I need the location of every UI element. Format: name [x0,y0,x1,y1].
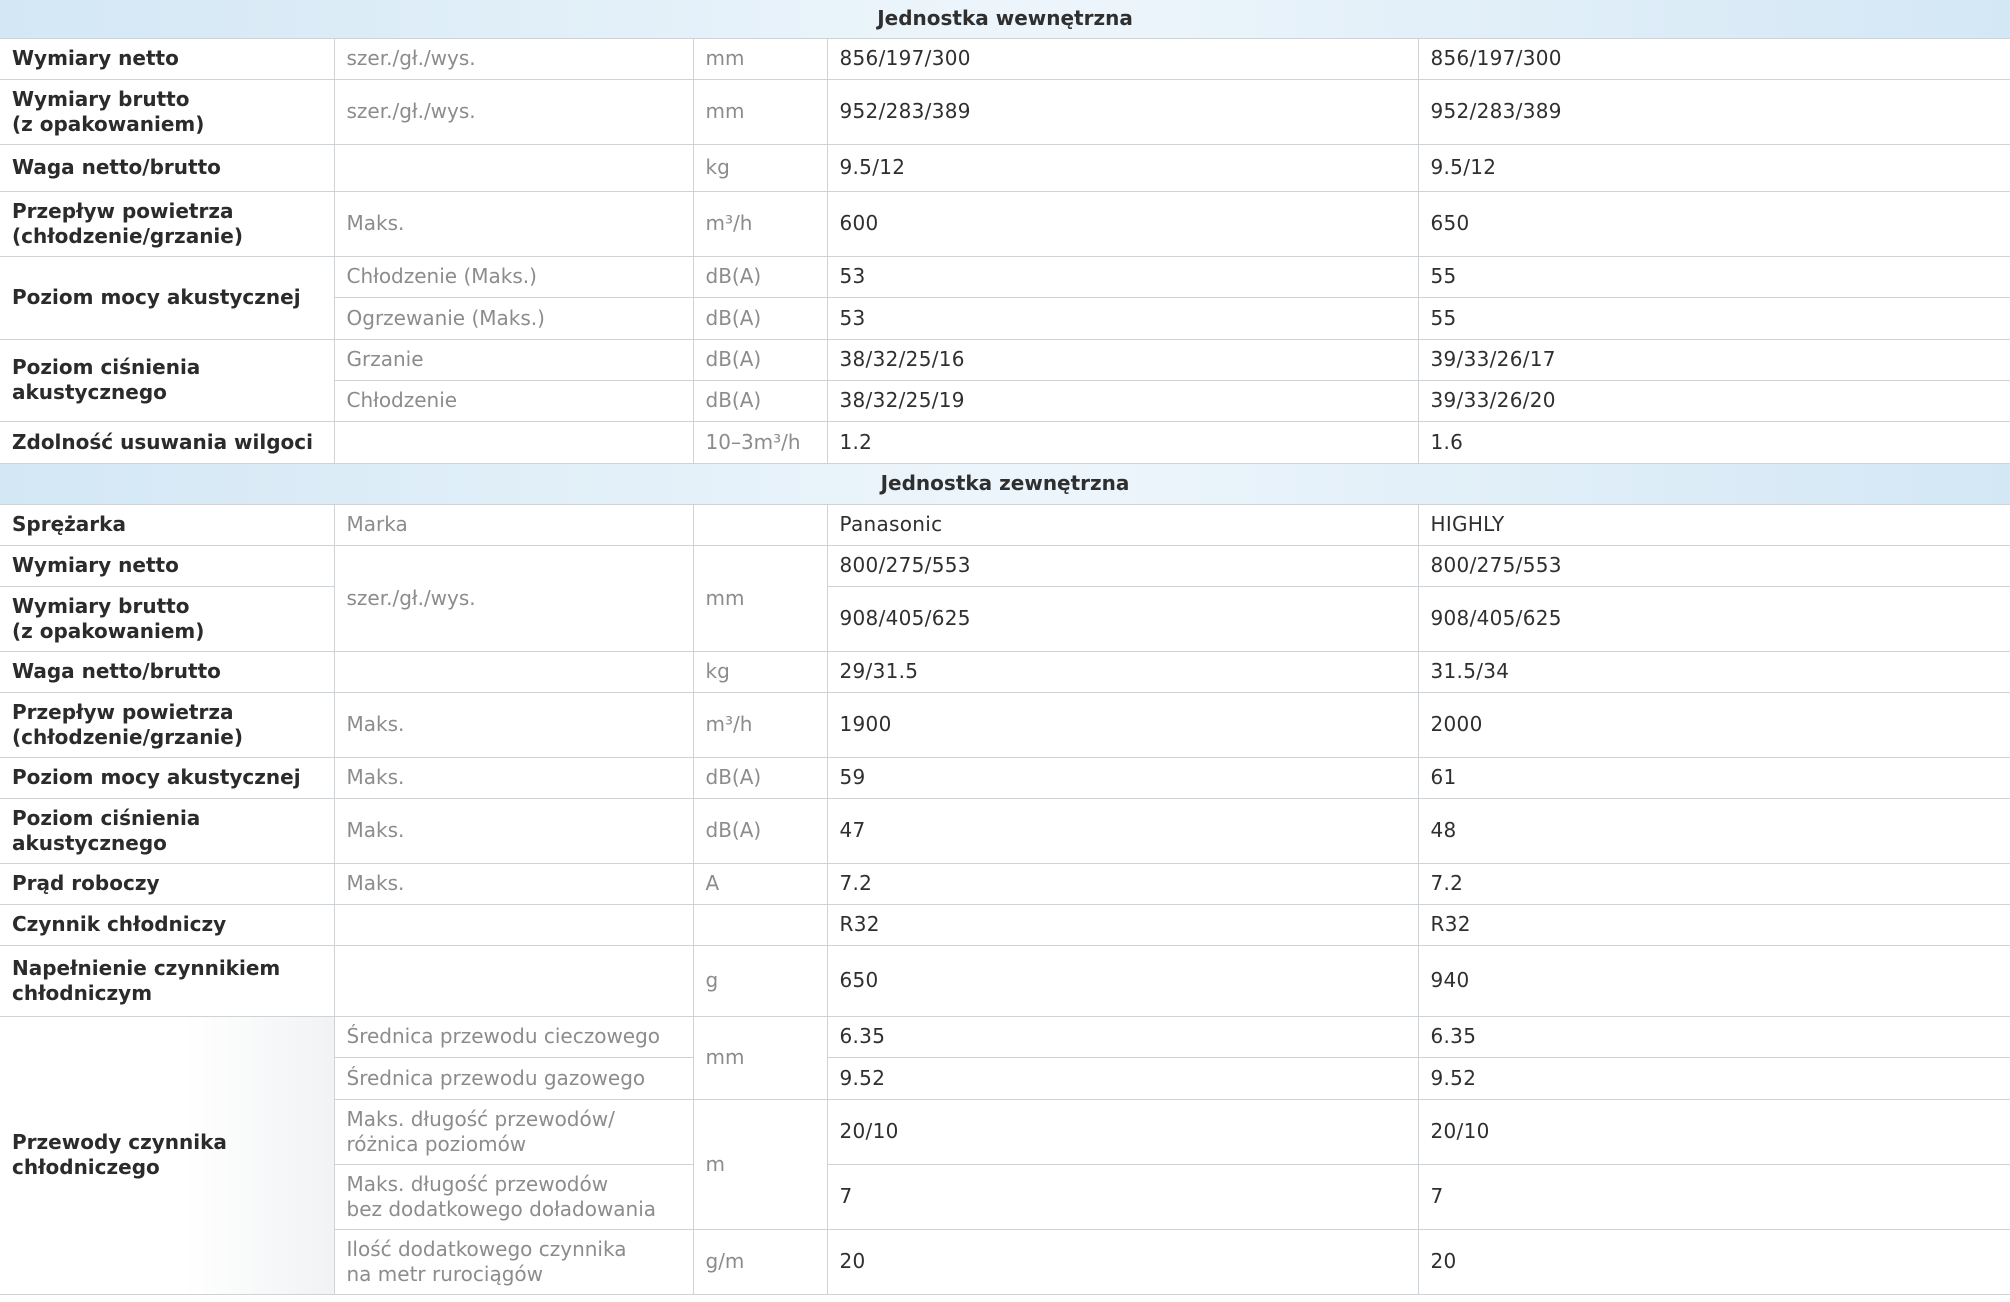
row-label [0,586,334,651]
value-model-2: 7.2 [1418,863,2010,904]
value-model-2: 7 [1418,1164,2010,1229]
table-row [0,651,2010,692]
row-subtype: Maks. [334,757,693,798]
value-model-1: 650 [827,945,1418,1016]
value-model-2: R32 [1418,904,2010,945]
row-unit: mm [693,38,827,79]
row-label-line1: Wymiary brutto [12,86,190,111]
row-subtype: Ogrzewanie (Maks.) [334,297,693,339]
row-unit: m³/h [693,692,827,757]
row-subtype: szer./gł./wys. [334,545,693,651]
row-label: Waga netto/brutto [0,651,334,692]
table-row [0,904,2010,945]
row-subtype-line1: Ilość dodatkowego czynnika [346,1236,627,1261]
row-subtype-line1: Maks. długość przewodów/ [346,1106,615,1131]
row-label-line1: Poziom ciśnienia [12,805,201,830]
row-label-line1: Wymiary brutto [12,593,190,618]
row-label-line1: Poziom ciśnienia [12,355,201,379]
table-row [0,863,2010,904]
value-model-2: 31.5/34 [1418,651,2010,692]
row-subtype: Chłodzenie [334,380,693,421]
value-model-2: 9.5/12 [1418,144,2010,191]
table-row [0,692,2010,757]
row-label: Poziom mocy akustycznej [0,256,334,339]
row-label: Wymiary netto [0,545,334,586]
value-model-1: 7.2 [827,863,1418,904]
value-model-2: 2000 [1418,692,2010,757]
value-model-2: 39/33/26/17 [1418,339,2010,380]
value-model-1: 600 [827,191,1418,256]
row-subtype: Maks. [334,692,693,757]
value-model-1: 20/10 [827,1099,1418,1164]
value-model-1: 6.35 [827,1016,1418,1057]
value-model-1: 7 [827,1164,1418,1229]
value-model-2: HIGHLY [1418,504,2010,545]
row-unit: dB(A) [693,757,827,798]
row-unit: dB(A) [693,256,827,297]
row-unit: m³/h [693,191,827,256]
row-subtype [334,421,693,463]
row-subtype: Grzanie [334,339,693,380]
table-row [0,586,2010,651]
table-row [0,545,2010,586]
value-model-2: 39/33/26/20 [1418,380,2010,421]
table-row [0,191,2010,256]
row-label-line1: Przewody czynnika [12,1130,227,1154]
row-subtype: Maks. [334,863,693,904]
row-label-line2: (chłodzenie/grzanie) [12,724,243,749]
table-row [0,504,2010,545]
row-label [0,945,334,1016]
row-unit: kg [693,651,827,692]
value-model-1: 53 [827,256,1418,297]
value-model-1: 800/275/553 [827,545,1418,586]
row-unit [693,904,827,945]
value-model-2: 55 [1418,256,2010,297]
table-row [0,798,2010,863]
row-label: Waga netto/brutto [0,144,334,191]
row-unit: kg [693,144,827,191]
row-subtype-line2: bez dodatkowego doładowania [346,1196,657,1221]
row-subtype: Średnica przewodu gazowego [334,1057,693,1099]
value-model-1: 908/405/625 [827,586,1418,651]
row-unit: mm [693,79,827,144]
section-title-indoor: Jednostka wewnętrzna [0,0,2010,38]
row-label-line2: akustycznego [12,380,167,404]
row-unit: dB(A) [693,339,827,380]
row-subtype [334,144,693,191]
row-unit: mm [693,545,827,651]
row-subtype-line1: Maks. długość przewodów [346,1171,609,1196]
value-model-1: 9.52 [827,1057,1418,1099]
row-label: Wymiary netto [0,38,334,79]
value-model-1: 47 [827,798,1418,863]
row-label: Prąd roboczy [0,863,334,904]
table-row [0,757,2010,798]
row-label: Sprężarka [0,504,334,545]
value-model-1: 856/197/300 [827,38,1418,79]
row-subtype-line2: różnica poziomów [346,1131,527,1156]
table-row [0,38,2010,79]
row-unit: 10–3m³/h [693,421,827,463]
value-model-2: 9.52 [1418,1057,2010,1099]
row-subtype [334,1229,693,1294]
row-label-line2: chłodniczego [12,1155,160,1179]
table-row [0,339,2010,380]
section-header-outdoor [0,463,2010,504]
row-unit: dB(A) [693,798,827,863]
row-label: Czynnik chłodniczy [0,904,334,945]
row-label-line1: Przepływ powietrza [12,699,234,724]
value-model-2: 908/405/625 [1418,586,2010,651]
table-row [0,144,2010,191]
value-model-2: 20 [1418,1229,2010,1294]
row-label [0,79,334,144]
row-unit: g/m [693,1229,827,1294]
table-row [0,945,2010,1016]
value-model-1: 1.2 [827,421,1418,463]
row-label-line2: chłodniczym [12,980,153,1005]
value-model-2: 650 [1418,191,2010,256]
table-row [0,79,2010,144]
value-model-1: 9.5/12 [827,144,1418,191]
row-label [0,1016,334,1294]
value-model-2: 940 [1418,945,2010,1016]
row-label-line2: (z opakowaniem) [12,111,205,136]
value-model-2: 1.6 [1418,421,2010,463]
row-unit: dB(A) [693,380,827,421]
value-model-2: 800/275/553 [1418,545,2010,586]
value-model-2: 20/10 [1418,1099,2010,1164]
value-model-1: R32 [827,904,1418,945]
row-subtype: Średnica przewodu cieczowego [334,1016,693,1057]
value-model-2: 952/283/389 [1418,79,2010,144]
row-subtype: Maks. [334,191,693,256]
section-title-outdoor: Jednostka zewnętrzna [0,463,2010,504]
row-subtype [334,651,693,692]
row-label [0,339,334,421]
value-model-1: 29/31.5 [827,651,1418,692]
row-label-line2: (chłodzenie/grzanie) [12,223,243,248]
value-model-2: 6.35 [1418,1016,2010,1057]
row-unit: m [693,1099,827,1229]
row-subtype [334,1164,693,1229]
table-row [0,256,2010,297]
value-model-1: 952/283/389 [827,79,1418,144]
row-unit: A [693,863,827,904]
section-header-indoor [0,0,2010,38]
value-model-1: 59 [827,757,1418,798]
value-model-2: 55 [1418,297,2010,339]
row-subtype [334,1099,693,1164]
value-model-2: 61 [1418,757,2010,798]
value-model-2: 48 [1418,798,2010,863]
row-subtype: szer./gł./wys. [334,79,693,144]
value-model-1: 1900 [827,692,1418,757]
row-label-line1: Napełnienie czynnikiem [12,955,281,980]
row-subtype: Marka [334,504,693,545]
row-subtype [334,945,693,1016]
value-model-1: 38/32/25/19 [827,380,1418,421]
value-model-1: 53 [827,297,1418,339]
row-label [0,191,334,256]
table-row [0,421,2010,463]
value-model-1: Panasonic [827,504,1418,545]
row-label [0,798,334,863]
row-subtype: Maks. [334,798,693,863]
row-label: Zdolność usuwania wilgoci [0,421,334,463]
row-label-line1: Przepływ powietrza [12,198,234,223]
row-subtype: szer./gł./wys. [334,38,693,79]
row-unit: g [693,945,827,1016]
row-unit: mm [693,1016,827,1099]
value-model-1: 20 [827,1229,1418,1294]
value-model-2: 856/197/300 [1418,38,2010,79]
value-model-1: 38/32/25/16 [827,339,1418,380]
row-subtype-line2: na metr rurociągów [346,1261,544,1286]
row-subtype [334,904,693,945]
row-label-line2: (z opakowaniem) [12,618,205,643]
row-label: Poziom mocy akustycznej [0,757,334,798]
row-unit: dB(A) [693,297,827,339]
row-label-line2: akustycznego [12,830,167,855]
row-subtype: Chłodzenie (Maks.) [334,256,693,297]
row-label [0,692,334,757]
row-unit [693,504,827,545]
table-row [0,1016,2010,1057]
